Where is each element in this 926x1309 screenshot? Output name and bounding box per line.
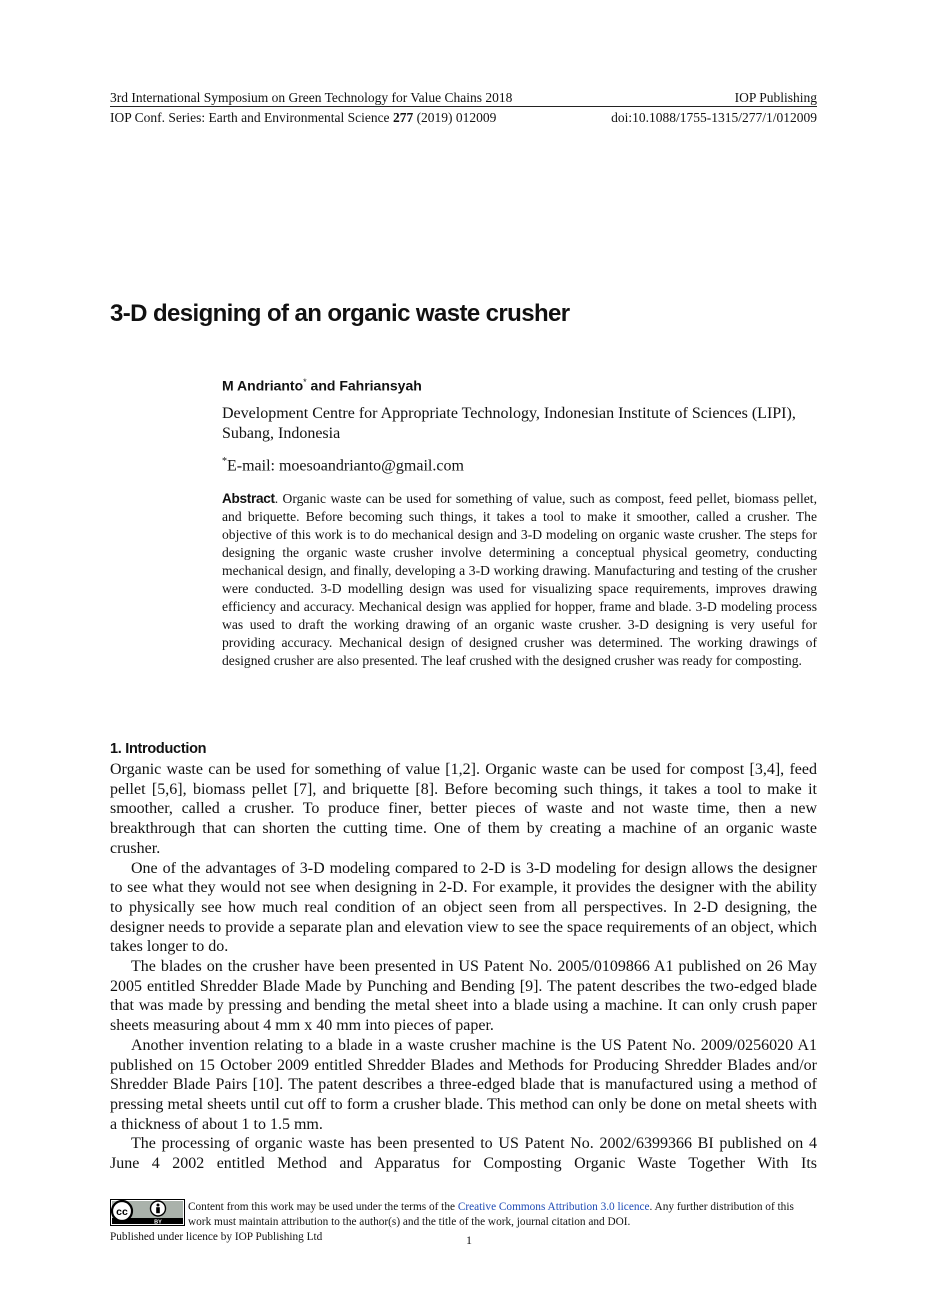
corresponding-mark: *: [303, 377, 307, 387]
header-rule: [110, 106, 817, 107]
cc-by-license-badge[interactable]: [110, 1199, 185, 1226]
license-text-pre: Content from this work may be used under the terms of the: [188, 1201, 458, 1213]
running-header-doi: doi:10.1088/1755-1315/277/1/012009: [611, 110, 817, 125]
license-notice: [188, 1200, 818, 1230]
author-second: and Fahriansyah: [306, 377, 422, 394]
page-number: 1: [466, 1233, 472, 1247]
abstract-label: Abstract: [222, 491, 275, 506]
section-heading: 1. Introduction: [110, 741, 207, 757]
series-volume: 277: [392, 110, 414, 125]
paragraph: One of the advantages of 3-D modeling compared to 2-D is 3-D modeling for design allows the designer to see what they would not see when designing in 2-D. For example, it provides the designer with the ability to physically see how much real condition of an object seen from all perspectives. In 2-D designing, the designer needs to provide a separate plan and elevation view to see the space requirements of an object, which takes longer to do.: [110, 859, 817, 956]
series-name: IOP Conf. Series: Earth and Environmental Science: [110, 110, 393, 125]
abstract: [222, 490, 817, 670]
paragraph: Another invention relating to a blade in a waste crusher machine is the US Patent No. 2009/0256020 A1 published on 15 October 2009 entitled Shredder Blades and Methods for Producing Shredder Blades and/or Shredder Blade Pairs [10]. The patent describes a three-edged blade that is manufactured using a method of pressing metal sheets until cut off to form a crusher blade. This method can only be done on metal sheets with a thickness of about 1 to 1.5 mm.: [110, 1036, 817, 1133]
section-body: [110, 760, 817, 1174]
affiliation: Development Centre for Appropriate Technology, Indonesian Institute of Sciences (LIPI), Subang, Indonesia: [222, 405, 796, 442]
paragraph: Organic waste can be used for something of value [1,2]. Organic waste can be used for compost [3,4], feed pellet [5,6], biomass pellet [7], and briquette [8]. Before becoming such things, it takes a tool to make it smoother, called a crusher. To produce finer, better pieces of waste and not waste time, then a new breakthrough that can shorten the cutting time. One of them by creating a machine of an organic waste crusher.: [110, 761, 817, 857]
svg-text:cc: cc: [116, 1205, 128, 1218]
running-header-publisher: IOP Publishing: [734, 90, 817, 105]
running-header-series: [110, 110, 496, 126]
license-text-post: . Any further distribution of this work must maintain attribution to the author(s) and the title of the work, journal citation and DOI.: [188, 1201, 794, 1228]
abstract-text: . Organic waste can be used for something of value, such as compost, feed pellet, biomass pellet, and briquette. Before becoming such things, it takes a tool to make it smoother, called a crusher. The objective of this work is to do mechanical design and 3-D modeling on organic waste crusher. The steps for designing the organic waste crusher involve determining a conceptual physical geometry, conducting mechanical design, and finally, developing a 3-D working drawing. Manufacturing and testing of the crusher were conducted. 3-D modelling design was used for visualizing space requirements, improves drawing efficiency and accuracy. Mechanical design was applied for hopper, frame and blade. 3-D modeling process was used to draft the working drawing of an organic waste crusher. 3-D designing is very useful for providing accuracy. Mechanical design of designed crusher was determined. The working drawings of designed crusher are also presented. The leaf crushed with the designed crusher was ready for composting.: [222, 491, 817, 668]
series-year-article: (2019) 012009: [413, 110, 497, 125]
running-header-conference: 3rd International Symposium on Green Technology for Value Chains 2018: [110, 90, 513, 105]
license-link[interactable]: Creative Commons Attribution 3.0 licence: [457, 1201, 650, 1213]
author-first: M Andrianto: [222, 377, 304, 394]
email-line: [222, 452, 822, 476]
paragraph: The blades on the crusher have been presented in US Patent No. 2005/0109866 A1 published on 26 May 2005 entitled Shredder Blade Made by Punching and Bending [9]. The patent describes the two-edged blade that was made by pressing and bending the metal sheet into a blade using a machine. It can only crush paper sheets measuring about 4 mm x 40 mm into pieces of paper.: [110, 958, 817, 1035]
email-mark: *: [222, 456, 227, 467]
paper-title: 3-D designing of an organic waste crusher: [110, 300, 570, 327]
published-line: Published under licence by IOP Publishing Ltd: [110, 1231, 323, 1243]
paragraph: The processing of organic waste has been presented to US Patent No. 2002/6399366 BI published on 4 June 4 2002 entitled Method and Apparatus for Composting Organic Waste Together With Its: [110, 1135, 817, 1173]
email-text: E-mail: moesoandrianto@gmail.com: [227, 457, 464, 475]
cc-by-label: BY: [154, 1219, 162, 1226]
paper-authors: [222, 377, 422, 394]
